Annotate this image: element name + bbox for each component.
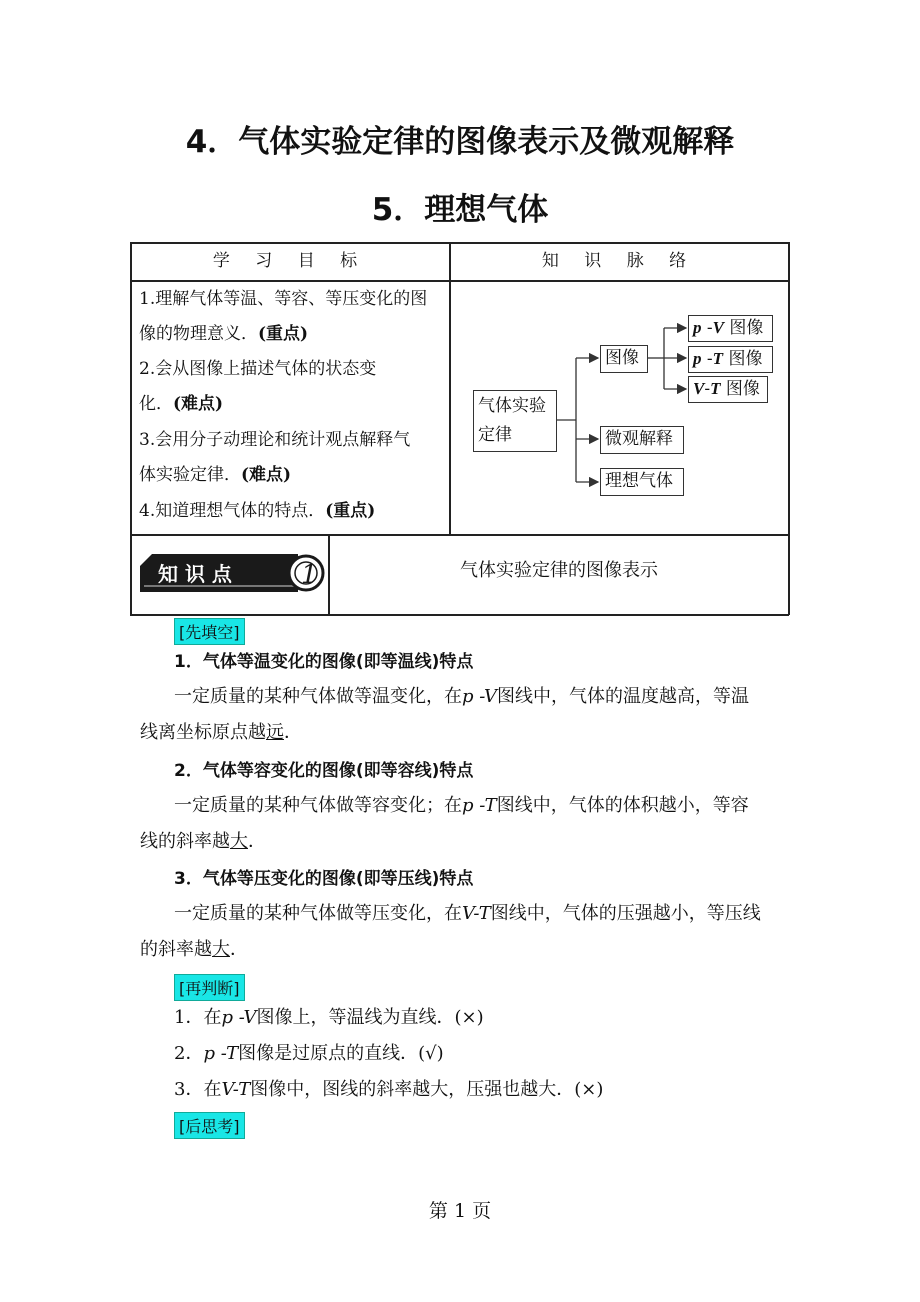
goal-line: 3.会用分子动理论和统计观点解释气: [139, 430, 411, 450]
paragraph-line: 的斜率越大．: [140, 939, 248, 960]
paragraph-line: 一定质量的某种气体做等压变化，在V-T图线中，气体的压强越小，等压线: [174, 903, 761, 924]
paragraph-line: 一定质量的某种气体做等温变化，在p -V图线中，气体的温度越高，等温: [174, 686, 750, 707]
judge-tag: [再判断]: [174, 974, 245, 1001]
goal-line: 体实验定律．(难点): [139, 465, 292, 485]
goal-line: 像的物理意义．(重点): [139, 324, 309, 344]
knowledge-point-badge: [138, 548, 326, 594]
answer-blank: 远: [266, 722, 284, 743]
page-subtitle: 5．理想气体: [371, 192, 549, 228]
goal-line: 化．(难点): [139, 394, 224, 414]
judgement-item: 1．在p -V图像上，等温线为直线．(×): [174, 1007, 484, 1028]
map-node-ideal-gas: 理想气体: [600, 468, 684, 496]
heading-isothermal: 1．气体等温变化的图像(即等温线)特点: [174, 652, 474, 672]
knowledge-point-label: 知 识 点: [158, 562, 232, 586]
paragraph-line: 一定质量的某种气体做等容变化；在p -T图线中，气体的体积越小，等容: [174, 795, 749, 816]
heading-isochoric: 2．气体等容变化的图像(即等容线)特点: [174, 761, 474, 781]
map-node-vt-graph: V-T 图像: [688, 376, 768, 403]
paragraph-line: 线离坐标原点越远．: [140, 722, 302, 743]
knowledge-map-header: 知 识 脉 络: [541, 251, 697, 271]
think-tag: [后思考]: [174, 1112, 245, 1139]
goal-line: 1.理解气体等温、等容、等压变化的图: [139, 289, 428, 309]
goal-line: 4.知道理想气体的特点．(重点): [139, 501, 376, 521]
map-node-micro: 微观解释: [600, 426, 684, 454]
heading-isobaric: 3．气体等压变化的图像(即等压线)特点: [174, 869, 474, 889]
page-number: 第 1 页: [428, 1200, 492, 1222]
map-root-node: 气体实验 定律: [473, 390, 557, 452]
answer-blank: 大: [230, 831, 248, 852]
paragraph-line: 线的斜率越大．: [140, 831, 266, 852]
map-node-pv-graph: p -V 图像: [688, 315, 773, 342]
knowledge-point-number: 1: [301, 560, 318, 590]
goals-header: 学 习 目 标: [212, 251, 368, 271]
judgement-item: 2．p -T图像是过原点的直线．(√): [174, 1043, 444, 1064]
knowledge-point-title: 气体实验定律的图像表示: [460, 560, 658, 581]
goal-line: 2.会从图像上描述气体的状态变: [139, 359, 377, 379]
page-title: 4．气体实验定律的图像表示及微观解释: [185, 124, 735, 160]
map-node-graphs: 图像: [600, 345, 648, 373]
map-node-pt-graph: p -T 图像: [688, 346, 773, 373]
judgement-item: 3．在V-T图像中，图线的斜率越大，压强也越大．(×): [174, 1079, 604, 1100]
fill-in-tag: [先填空]: [174, 618, 245, 645]
answer-blank: 大: [212, 939, 230, 960]
